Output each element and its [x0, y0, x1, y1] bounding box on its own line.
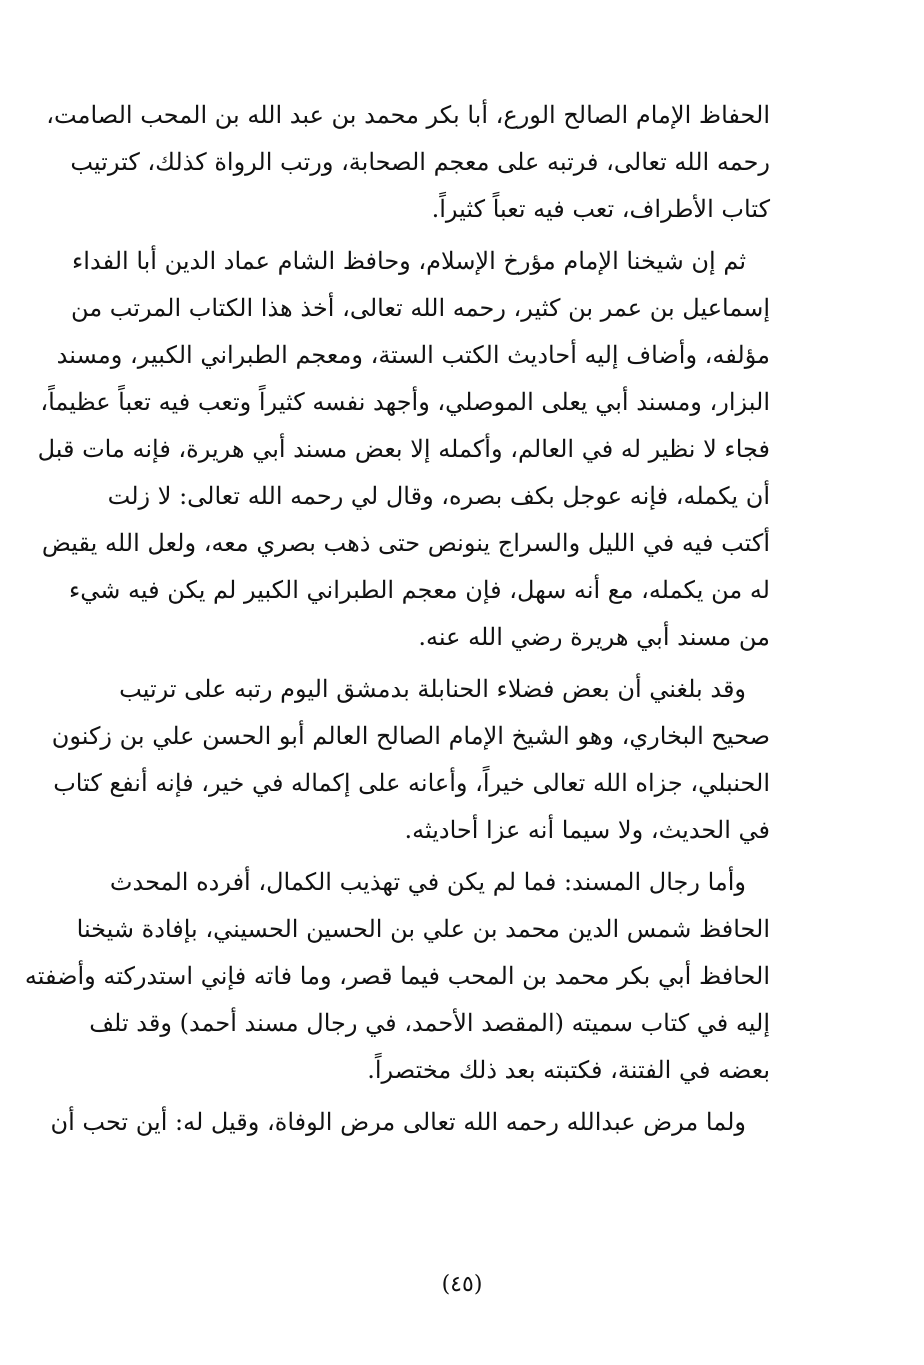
text-line: أكتب فيه في الليل والسراج ينونص حتى ذهب بصري معه، ولعل الله يقيض: [41, 529, 770, 557]
document-body: [24, 92, 770, 1151]
paragraph-4: [24, 859, 770, 1094]
text-line: بعضه في الفتنة، فكتبته بعد ذلك مختصراً.: [367, 1056, 770, 1084]
text-line: الحافظ أبي بكر محمد بن المحب فيما قصر، وما فاته فإني استدركته وأضفته: [24, 962, 770, 990]
text-line: البزار، ومسند أبي يعلى الموصلي، وأجهد نفسه كثيراً وتعب فيه تعباً عظيماً،: [40, 388, 770, 416]
text-line: وأما رجال المسند: فما لم يكن في تهذيب الكمال، أفرده المحدث: [109, 868, 746, 896]
text-line: وقد بلغني أن بعض فضلاء الحنابلة بدمشق اليوم رتبه على ترتيب: [119, 675, 746, 703]
paragraph-2: [37, 238, 770, 661]
text-line: فجاء لا نظير له في العالم، وأكمله إلا بعض مسند أبي هريرة، فإنه مات قبل: [37, 435, 770, 463]
paragraph-5: [50, 1099, 770, 1146]
text-line: إسماعيل بن عمر بن كثير، رحمه الله تعالى، أخذ هذا الكتاب المرتب من: [71, 294, 770, 322]
page-number: (٤٥): [441, 1272, 483, 1297]
text-line: كتاب الأطراف، تعب فيه تعباً كثيراً.: [431, 195, 770, 223]
text-line: أن يكمله، فإنه عوجل بكف بصره، وقال لي رحمه الله تعالى: لا زلت: [107, 482, 770, 510]
paragraph-3: [51, 666, 770, 854]
text-line: ولما مرض عبدالله رحمه الله تعالى مرض الوفاة، وقيل له: أين تحب أن: [50, 1108, 746, 1136]
text-line: الحافظ شمس الدين محمد بن علي بن الحسين الحسيني، بإفادة شيخنا: [76, 915, 770, 943]
text-line: في الحديث، ولا سيما أنه عزا أحاديثه.: [404, 816, 770, 844]
paragraph-1: [46, 92, 770, 233]
text-line: ثم إن شيخنا الإمام مؤرخ الإسلام، وحافظ الشام عماد الدين أبا الفداء: [72, 247, 746, 275]
text-line: مؤلفه، وأضاف إليه أحاديث الكتب الستة، ومعجم الطبراني الكبير، ومسند: [56, 341, 770, 369]
text-line: رحمه الله تعالى، فرتبه على معجم الصحابة، ورتب الرواة كذلك، كترتيب: [70, 148, 770, 176]
text-line: الحفاظ الإمام الصالح الورع، أبا بكر محمد بن عبد الله بن المحب الصامت،: [46, 101, 770, 129]
text-line: من مسند أبي هريرة رضي الله عنه.: [418, 623, 770, 651]
text-line: له من يكمله، مع أنه سهل، فإن معجم الطبراني الكبير لم يكن فيه شيء: [68, 576, 770, 604]
text-line: صحيح البخاري، وهو الشيخ الإمام الصالح العالم أبو الحسن علي بن زكنون: [51, 722, 770, 750]
text-line: إليه في كتاب سميته (المقصد الأحمد، في رجال مسند أحمد) وقد تلف: [89, 1009, 770, 1037]
text-line: الحنبلي، جزاه الله تعالى خيراً، وأعانه على إكماله في خير، فإنه أنفع كتاب: [53, 769, 770, 797]
